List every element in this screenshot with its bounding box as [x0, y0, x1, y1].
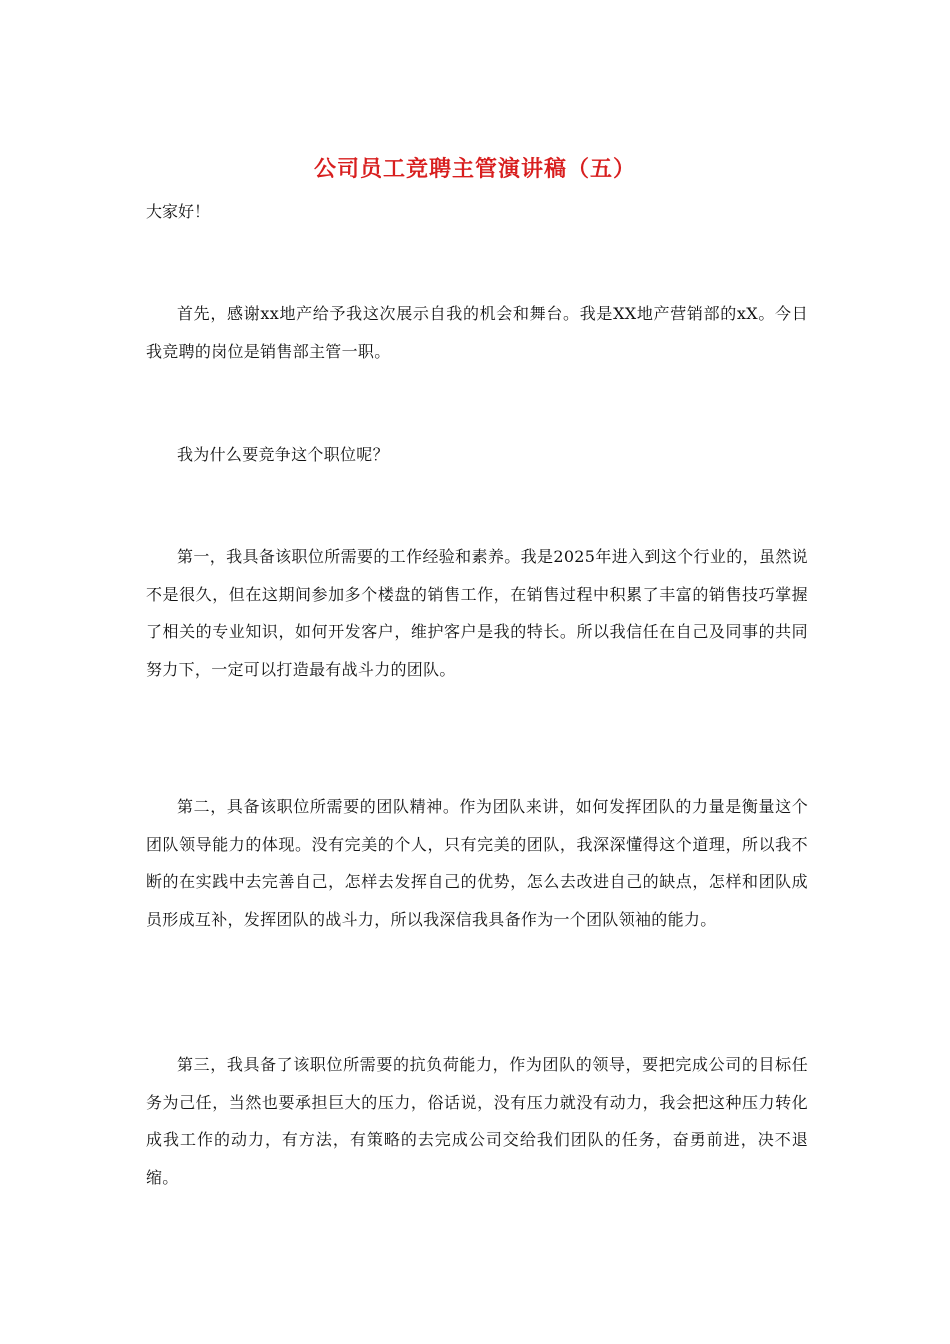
- paragraph-third-point: 第三，我具备了该职位所需要的抗负荷能力，作为团队的领导，要把完成公司的目标任务为己任，当然也要承担巨大的压力，俗话说，没有压力就没有动力，我会把这种压力转化成我工作的动力，有方法，有策略的去完成公司交给我们团队的任务，奋勇前进，决不退缩。: [146, 1055, 808, 1187]
- paragraph-intro: 首先，感谢xx地产给予我这次展示自我的机会和舞台。我是XX地产营销部的xX。今日我竞聘的岗位是销售部主管一职。: [146, 304, 808, 361]
- greeting-text: 大家好！: [146, 202, 211, 221]
- paragraph-question: 我为什么要竞争这个职位呢？: [177, 445, 389, 464]
- document-title: 公司员工竞聘主管演讲稿（五）: [313, 156, 636, 182]
- paragraph-second-point: 第二，具备该职位所需要的团队精神。作为团队来讲，如何发挥团队的力量是衡量这个团队领导能力的体现。没有完美的个人，只有完美的团队，我深深懂得这个道理，所以我不断的在实践中去完善自己，怎样去发挥自己的优势，怎么去改进自己的缺点，怎样和团队成员形成互补，发挥团队的战斗力，所以我深信我具备作为一个团队领袖的能力。: [146, 797, 808, 929]
- paragraph-first-point: 第一，我具备该职位所需要的工作经验和素养。我是2025年进入到这个行业的，虽然说不是很久，但在这期间参加多个楼盘的销售工作，在销售过程中积累了丰富的销售技巧掌握了相关的专业知识，如何开发客户，维护客户是我的特长。所以我信任在自己及同事的共同努力下，一定可以打造最有战斗力的团队。: [146, 547, 808, 679]
